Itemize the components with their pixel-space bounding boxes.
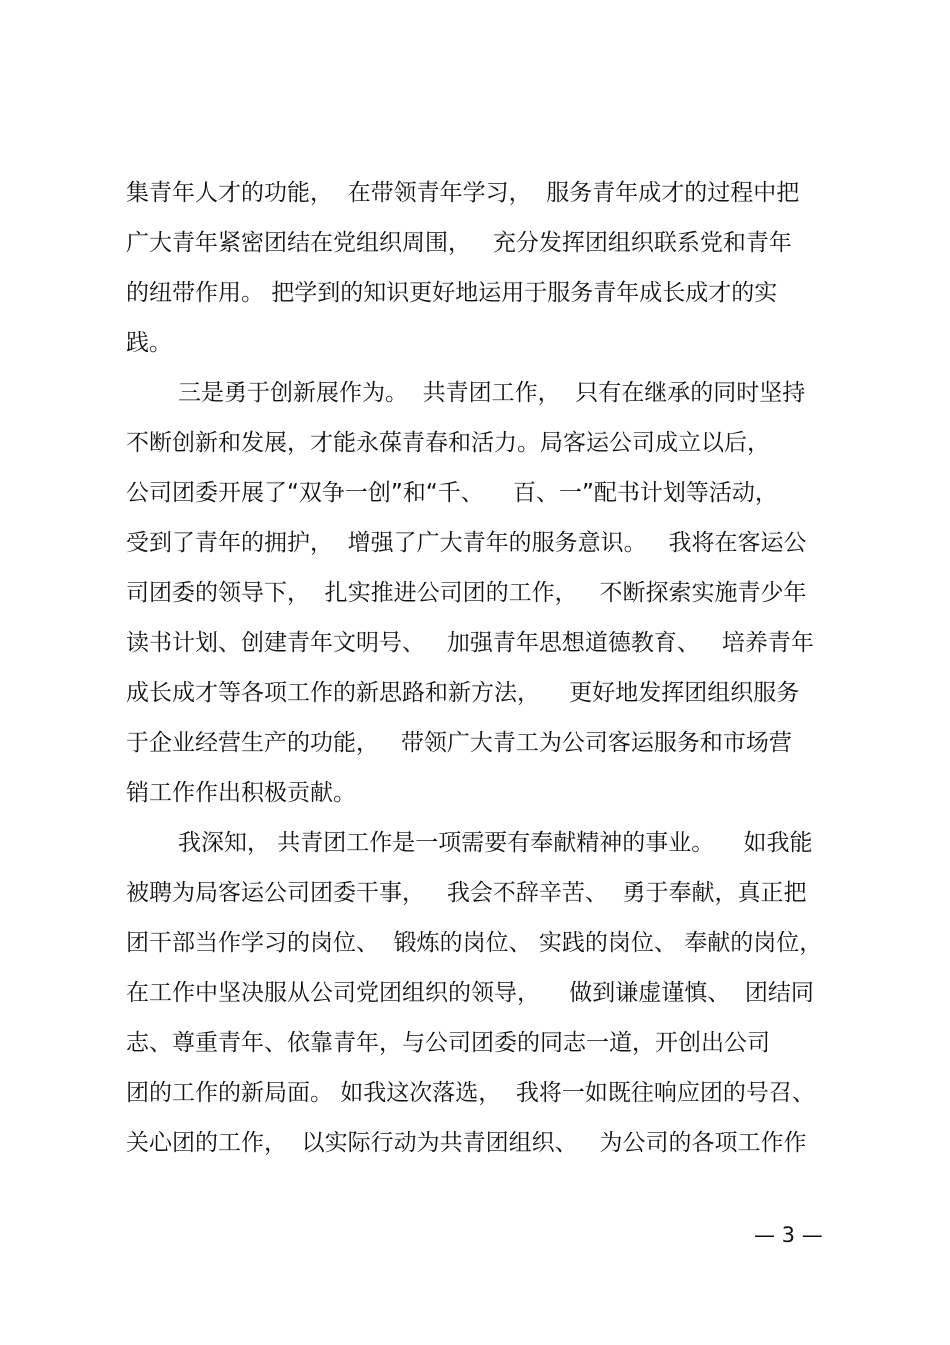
text-line-6: 不断创新和发展，才能永葆青春和活力。局客运公司成立以后， xyxy=(126,430,770,456)
text-line-4: 践。 xyxy=(126,330,172,356)
text-line-5: 三是勇于创新展作为。 共青团工作， 只有在继承的同时坚持 xyxy=(178,380,806,406)
text-line-20: 关心团的工作， 以实际行动为共青团组织、 为公司的各项工作作 xyxy=(126,1130,807,1156)
text-line-19: 团的工作的新局面。 如我这次落选， 我将一如既往响应团的号召、 xyxy=(126,1080,815,1106)
text-line-9: 司团委的领导下， 扎实推进公司团的工作， 不断探索实施青少年 xyxy=(126,580,807,606)
text-line-15: 被聘为局客运公司团委干事， 我会不辞辛苦、 勇于奉献，真正把 xyxy=(126,880,807,906)
text-line-11: 成长成才等各项工作的新思路和新方法， 更好地发挥团组织服务 xyxy=(126,680,800,706)
text-line-10: 读书计划、创建青年文明号、 加强青年思想道德教育、 培养青年 xyxy=(126,630,814,656)
text-line-12: 于企业经营生产的功能， 带领广大青工为公司客运服务和市场营 xyxy=(126,730,792,756)
text-line-2: 广大青年紧密团结在党组织周围， 充分发挥团组织联系党和青年 xyxy=(126,230,792,256)
text-line-1: 集青年人才的功能， 在带领青年学习， 服务青年成才的过程中把 xyxy=(126,180,800,206)
page-number: — 3 — xyxy=(754,1223,823,1247)
text-line-8: 受到了青年的拥护， 增强了广大青年的服务意识。 我将在客运公 xyxy=(126,530,807,556)
text-line-16: 团干部当作学习的岗位、 锻炼的岗位、 实践的岗位、 奉献的岗位， xyxy=(126,930,823,956)
text-line-17: 在工作中坚决服从公司党团组织的领导， 做到谦虚谨慎、 团结同 xyxy=(126,980,814,1006)
text-line-13: 销工作作出积极贡献。 xyxy=(126,780,356,806)
text-line-7: 公司团委开展了“双争一创”和“千、 百、一”配书计划等活动， xyxy=(126,480,778,506)
text-line-18: 志、尊重青年、依靠青年，与公司团委的同志一道，开创出公司 xyxy=(126,1030,770,1056)
text-line-14: 我深知， 共青团工作是一项需要有奉献精神的事业。 如我能 xyxy=(178,830,813,856)
text-line-3: 的纽带作用。 把学到的知识更好地运用于服务青年成长成才的实 xyxy=(126,280,778,306)
